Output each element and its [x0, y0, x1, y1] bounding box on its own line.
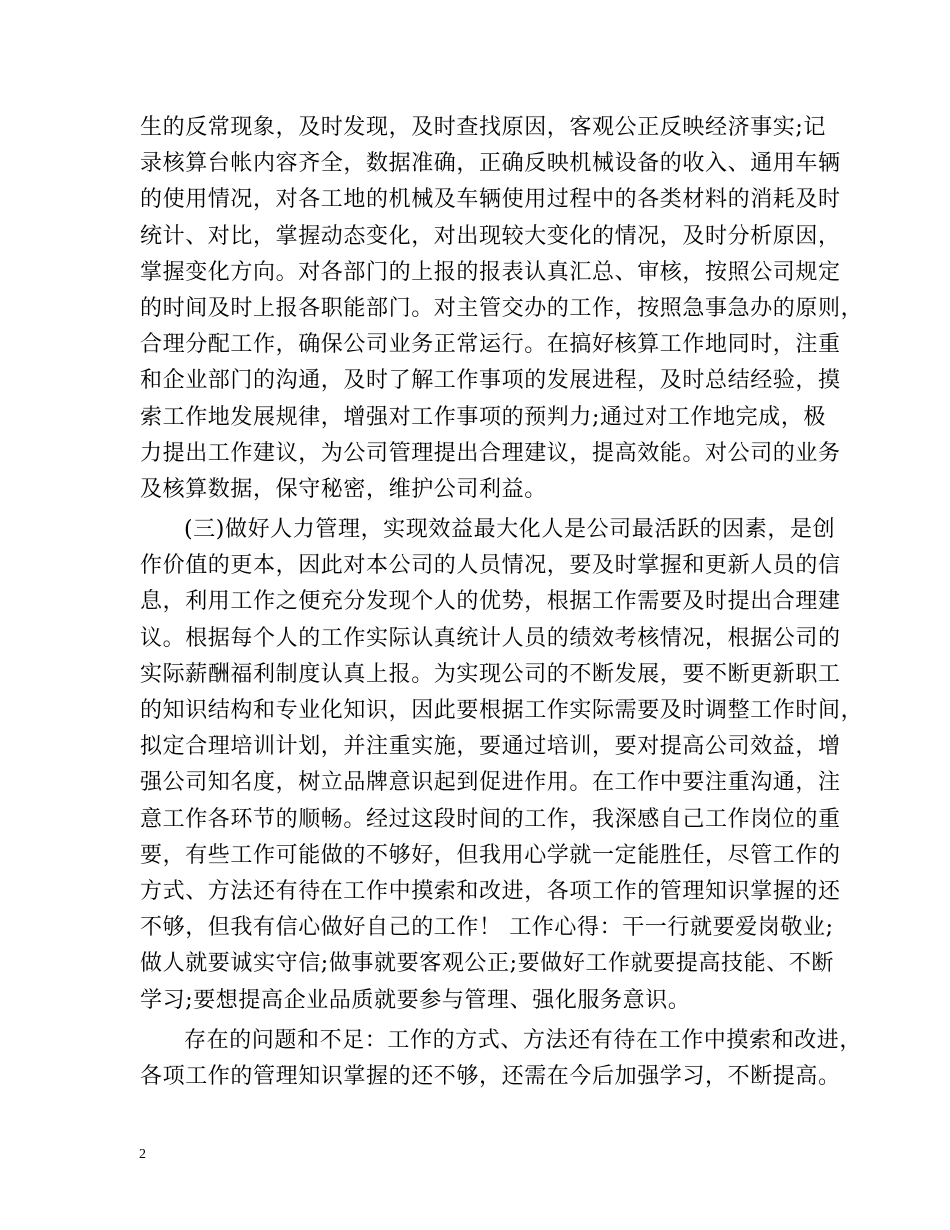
text-line: (三)做好人力管理，实现效益最大化人是公司最活跃的因素，是创 — [184, 517, 836, 543]
text-line: 作价值的更本，因此对本公司的人员情况，要及时掌握和更新人员的信 — [140, 553, 841, 579]
text-line: 掌握变化方向。对各部门的上报的报表认真汇总、审核，按照公司规定 — [140, 259, 841, 285]
text-line: 及核算数据，保守秘密，维护公司利益。 — [140, 476, 547, 502]
text-line: 力提出工作建议，为公司管理提出合理建议，提高效能。对公司的业务 — [140, 440, 841, 466]
text-line: 统计、对比，掌握动态变化，对出现较大变化的情况，及时分析原因， — [140, 223, 841, 249]
text-line: 方式、方法还有待在工作中摸索和改进，各项工作的管理知识掌握的还 — [140, 878, 841, 904]
text-line: 和企业部门的沟通，及时了解工作事项的发展进程，及时总结经验，摸 — [140, 368, 841, 394]
text-line: 意工作各环节的顺畅。经过这段时间的工作，我深感自己工作岗位的重 — [140, 806, 841, 832]
text-line: 拟定合理培训计划，并注重实施，要通过培训，要对提高公司效益，增 — [140, 734, 841, 760]
text-line: 做人就要诚实守信;做事就要客观公正;要做好工作就要提高技能、不断 — [140, 951, 835, 977]
text-line: 不够，但我有信心做好自己的工作！ 工作心得：干一行就要爱岗敬业; — [140, 915, 834, 941]
text-line: 实际薪酬福利制度认真上报。为实现公司的不断发展，要不断更新职工 — [140, 661, 841, 687]
text-line: 学习;要想提高企业品质就要参与管理、强化服务意识。 — [140, 987, 691, 1013]
text-line: 合理分配工作，确保公司业务正常运行。在搞好核算工作地同时，注重 — [140, 332, 841, 358]
text-line: 要，有些工作可能做的不够好，但我用心学就一定能胜任，尽管工作的 — [140, 842, 841, 868]
text-line: 索工作地发展规律，增强对工作事项的预判力;通过对工作地完成，极 — [140, 404, 827, 430]
text-line: 的使用情况，对各工地的机械及车辆使用过程中的各类材料的消耗及时 — [140, 187, 841, 213]
text-line: 存在的问题和不足：工作的方式、方法还有待在工作中摸索和改进， — [184, 1027, 863, 1053]
paragraph-1 — [140, 110, 864, 508]
text-line: 的时间及时上报各职能部门。对主管交办的工作，按照急事急办的原则， — [140, 295, 864, 321]
text-line: 息，利用工作之便充分发现个人的优势，根据工作需要及时提出合理建 — [140, 589, 841, 615]
text-line: 生的反常现象，及时发现，及时查找原因，客观公正反映经济事实;记 — [140, 115, 827, 140]
text-line: 录核算台帐内容齐全，数据准确，正确反映机械设备的收入、通用车辆 — [140, 151, 841, 177]
body-text — [140, 110, 864, 1095]
paragraph-3 — [140, 1023, 863, 1095]
text-line: 强公司知名度，树立品牌意识起到促进作用。在工作中要注重沟通，注 — [140, 770, 841, 796]
text-line: 议。根据每个人的工作实际认真统计人员的绩效考核情况，根据公司的 — [140, 625, 841, 651]
page-number: 2 — [139, 1147, 146, 1162]
text-line: 各项工作的管理知识掌握的还不够，还需在今后加强学习，不断提高。 — [140, 1063, 841, 1089]
paragraph-2 — [140, 512, 864, 1019]
text-line: 的知识结构和专业化知识，因此要根据工作实际需要及时调整工作时间， — [140, 698, 864, 723]
